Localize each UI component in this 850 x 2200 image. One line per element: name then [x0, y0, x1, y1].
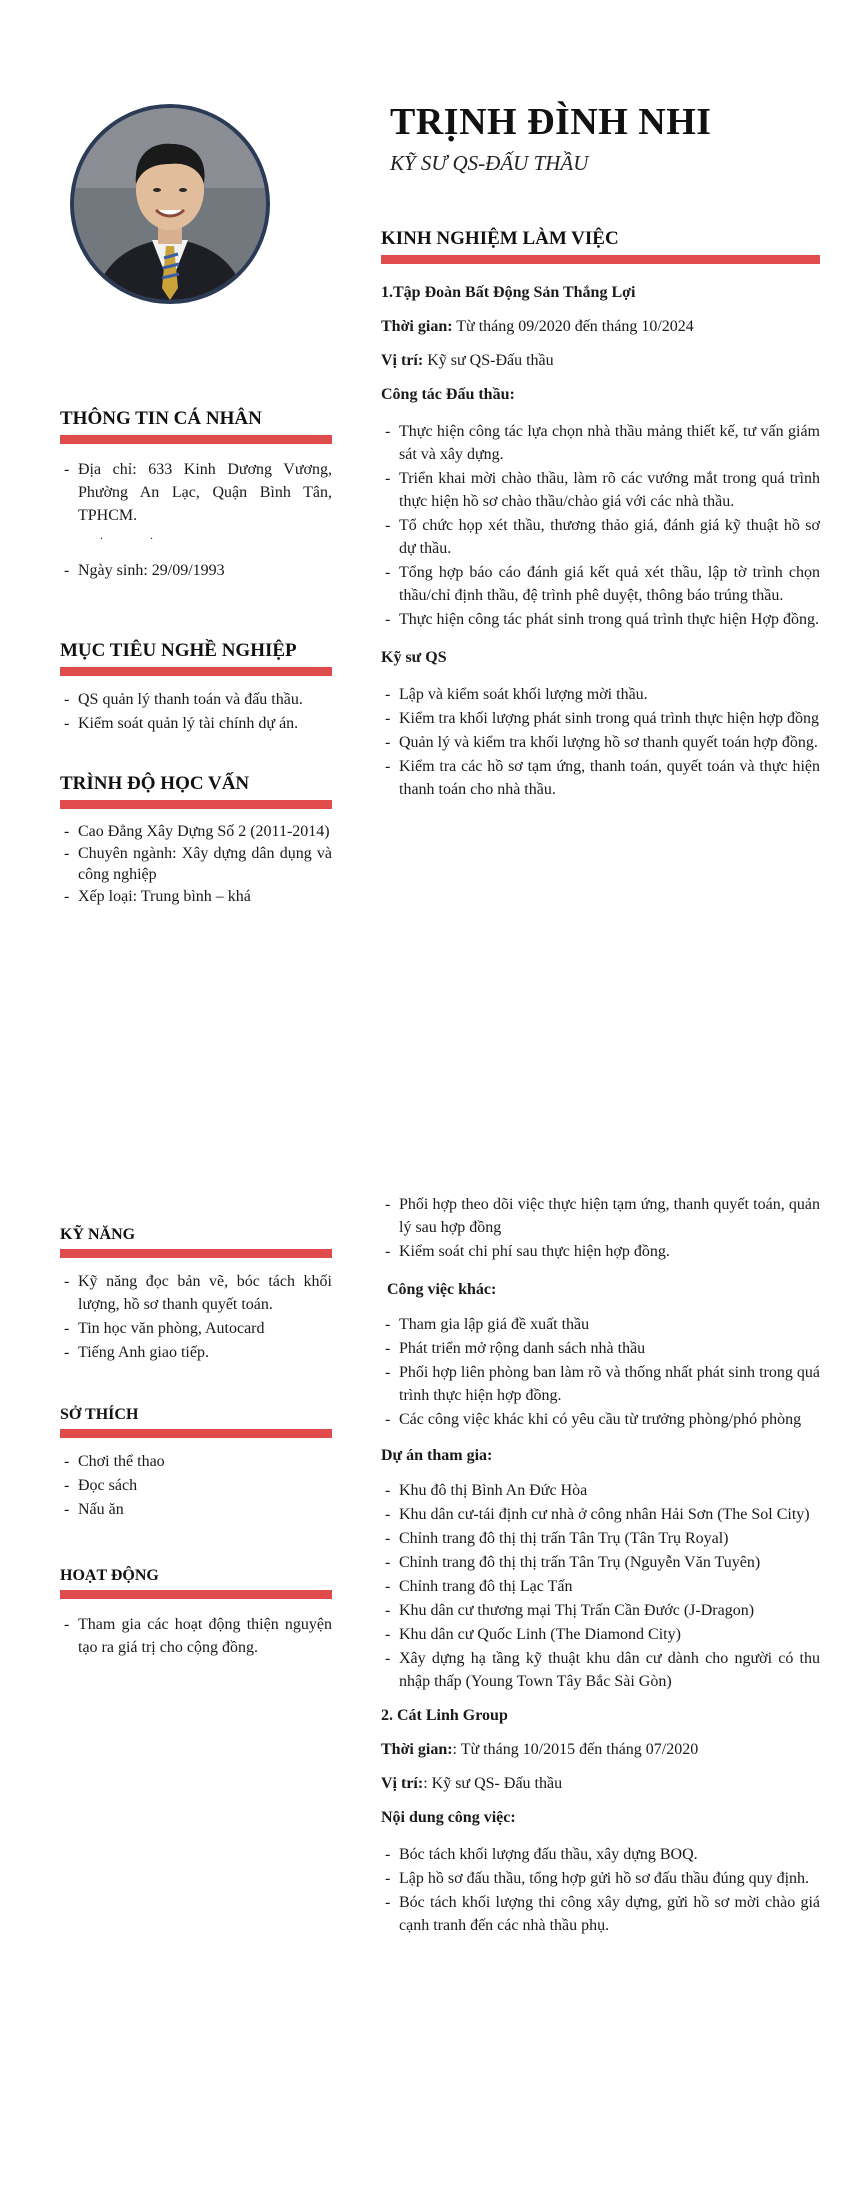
candidate-name: TRỊNH ĐÌNH NHI — [390, 101, 712, 143]
list-item: - Tin học văn phòng, Autocard — [60, 1317, 332, 1340]
list-item: - Kiểm soát chi phí sau thực hiện hợp đồng. — [381, 1240, 820, 1263]
project-item: - Chỉnh trang đô thị thị trấn Tân Trụ (Tân Trụ Royal) — [381, 1527, 820, 1550]
list-item: - Tổng hợp báo cáo đánh giá kết quả xét thầu, lập tờ trình chọn thầu/chỉ định thầu, đệ trình phê duyệt, thông báo trúng thầu. — [381, 561, 820, 607]
experience-section — [381, 228, 820, 802]
projects-heading: Dự án tham gia: — [381, 1447, 493, 1464]
job-title: KỸ SƯ QS-ĐẤU THẦU — [390, 151, 589, 175]
list-item: - Kiểm tra các hồ sơ tạm ứng, thanh toán, quyết toán và thực hiện thanh toán cho nhà thầu. — [381, 755, 820, 801]
section-heading: HOẠT ĐỘNG — [60, 1567, 332, 1599]
list-item: - Phối hợp theo dõi việc thực hiện tạm ứng, thanh quyết toán, quản lý sau hợp đồng — [381, 1193, 820, 1239]
list-item: - Phát triển mở rộng danh sách nhà thầu — [381, 1337, 820, 1360]
position-line — [381, 1775, 820, 1793]
section-heading: THÔNG TIN CÁ NHÂN — [60, 408, 332, 444]
objective-section — [60, 640, 332, 736]
list-item: - Phối hợp liên phòng ban làm rõ và thống nhất phát sinh trong quá trình thực hiện hợp đồng. — [381, 1361, 820, 1407]
project-item: - Khu đô thị Bình An Đức Hòa — [381, 1479, 820, 1502]
list-item: - Kiểm soát quản lý tài chính dự án. — [60, 712, 332, 735]
company-name: 1.Tập Đoàn Bất Động Sản Thắng Lợi — [381, 284, 636, 301]
position-label: Vị trí: — [381, 1775, 424, 1792]
project-item: - Khu dân cư Quốc Linh (The Diamond City) — [381, 1623, 820, 1646]
qs-heading: Kỹ sư QS — [381, 649, 447, 666]
company-name: 2. Cát Linh Group — [381, 1707, 508, 1724]
list-item: - Kỹ năng đọc bản vẽ, bóc tách khối lượng, hồ sơ thanh quyết toán. — [60, 1270, 332, 1316]
personal-info-section — [60, 408, 332, 583]
section-heading: SỞ THÍCH — [60, 1406, 332, 1438]
position-label: Vị trí: — [381, 352, 424, 369]
section-heading: KỸ NĂNG — [60, 1226, 332, 1258]
list-item: - Nấu ăn — [60, 1498, 332, 1521]
list-item: - Lập hồ sơ đấu thầu, tổng hợp gửi hồ sơ đấu thầu đúng quy định. — [381, 1867, 820, 1890]
position-value: Kỹ sư QS-Đấu thầu — [423, 352, 554, 369]
hobbies-section — [60, 1406, 332, 1522]
list-item: - Chơi thể thao — [60, 1450, 332, 1473]
list-item: - Thực hiện công tác lựa chọn nhà thầu mảng thiết kế, tư vấn giám sát và xây dựng. — [381, 420, 820, 466]
list-item: - Quản lý và kiểm tra khối lượng hồ sơ thanh quyết toán hợp đồng. — [381, 731, 820, 754]
dots-text: . . — [100, 528, 175, 542]
list-item: - Tổ chức họp xét thầu, thương thảo giá, đánh giá kỹ thuật hồ sơ dự thầu. — [381, 514, 820, 560]
profile-photo — [70, 104, 270, 304]
section-heading: KINH NGHIỆM LÀM VIỆC — [381, 228, 820, 264]
list-item: - Xếp loại: Trung bình – khá — [60, 886, 332, 907]
skills-section — [60, 1226, 332, 1365]
section-heading: MỤC TIÊU NGHỀ NGHIỆP — [60, 640, 332, 676]
list-item: - Tham gia lập giá đề xuất thầu — [381, 1313, 820, 1336]
activities-section — [60, 1567, 332, 1660]
project-item: - Xây dựng hạ tầng kỹ thuật khu dân cư dành cho người có thu nhập thấp (Young Town Tây Bắc Sài Gòn) — [381, 1647, 820, 1693]
duties-heading: Nội dung công việc: — [381, 1809, 516, 1826]
list-item: - Tham gia các hoạt động thiện nguyện tạo ra giá trị cho cộng đồng. — [60, 1613, 332, 1659]
other-work-heading: Công việc khác: — [387, 1281, 497, 1298]
list-item: - Triển khai mời chào thầu, làm rõ các vướng mắt trong quá trình thực hiện hồ sơ chào thầu/chào giá với các nhà thầu. — [381, 467, 820, 513]
bidding-heading: Công tác Đấu thầu: — [381, 386, 515, 403]
position-value: : Kỹ sư QS- Đấu thầu — [423, 1775, 563, 1792]
time-label: Thời gian: — [381, 1741, 453, 1758]
list-item: - Tiếng Anh giao tiếp. — [60, 1341, 332, 1364]
experience-continued — [381, 1193, 820, 1938]
list-item: - Bóc tách khối lượng đấu thầu, xây dựng BOQ. — [381, 1843, 820, 1866]
project-item: - Chỉnh trang đô thị Lạc Tấn — [381, 1575, 820, 1598]
section-heading: TRÌNH ĐỘ HỌC VẤN — [60, 773, 332, 809]
address-item: - Địa chỉ: 633 Kinh Dương Vương, Phường An Lạc, Quận Bình Tân, TPHCM. — [60, 458, 332, 527]
list-item: - Thực hiện công tác phát sinh trong quá trình thực hiện Hợp đồng. — [381, 608, 820, 631]
list-item: - Bóc tách khối lượng thi công xây dựng, gửi hồ sơ mời chào giá cạnh tranh đến các nhà thầu phụ. — [381, 1891, 820, 1937]
list-item: - Cao Đẳng Xây Dựng Số 2 (2011-2014) — [60, 821, 332, 842]
project-item: - Khu dân cư-tái định cư nhà ở công nhân Hải Sơn (The Sol City) — [381, 1503, 820, 1526]
project-item: - Khu dân cư thương mại Thị Trấn Cần Đước (J-Dragon) — [381, 1599, 820, 1622]
list-item: - Lập và kiểm soát khối lượng mời thầu. — [381, 683, 820, 706]
project-item: - Chỉnh trang đô thị thị trấn Tân Trụ (Nguyễn Văn Tuyên) — [381, 1551, 820, 1574]
list-item: - Các công việc khác khi có yêu cầu từ trưởng phòng/phó phòng — [381, 1408, 820, 1431]
list-item: - Chuyên ngành: Xây dựng dân dụng và công nghiệp — [60, 843, 332, 885]
list-item: - Đọc sách — [60, 1474, 332, 1497]
education-section — [60, 773, 332, 908]
time-line — [381, 1741, 820, 1759]
list-item: - Kiểm tra khối lượng phát sinh trong quá trình thực hiện hợp đồng — [381, 707, 820, 730]
time-value: : Từ tháng 10/2015 đến tháng 07/2020 — [452, 1741, 699, 1758]
time-line — [381, 318, 820, 336]
person-portrait-icon — [74, 108, 266, 300]
position-line — [381, 352, 820, 370]
time-value: Từ tháng 09/2020 đến tháng 10/2024 — [452, 318, 694, 335]
time-label: Thời gian: — [381, 318, 453, 335]
list-item: - QS quản lý thanh toán và đấu thầu. — [60, 688, 332, 711]
birthday-item: - Ngày sinh: 29/09/1993 — [60, 559, 332, 582]
